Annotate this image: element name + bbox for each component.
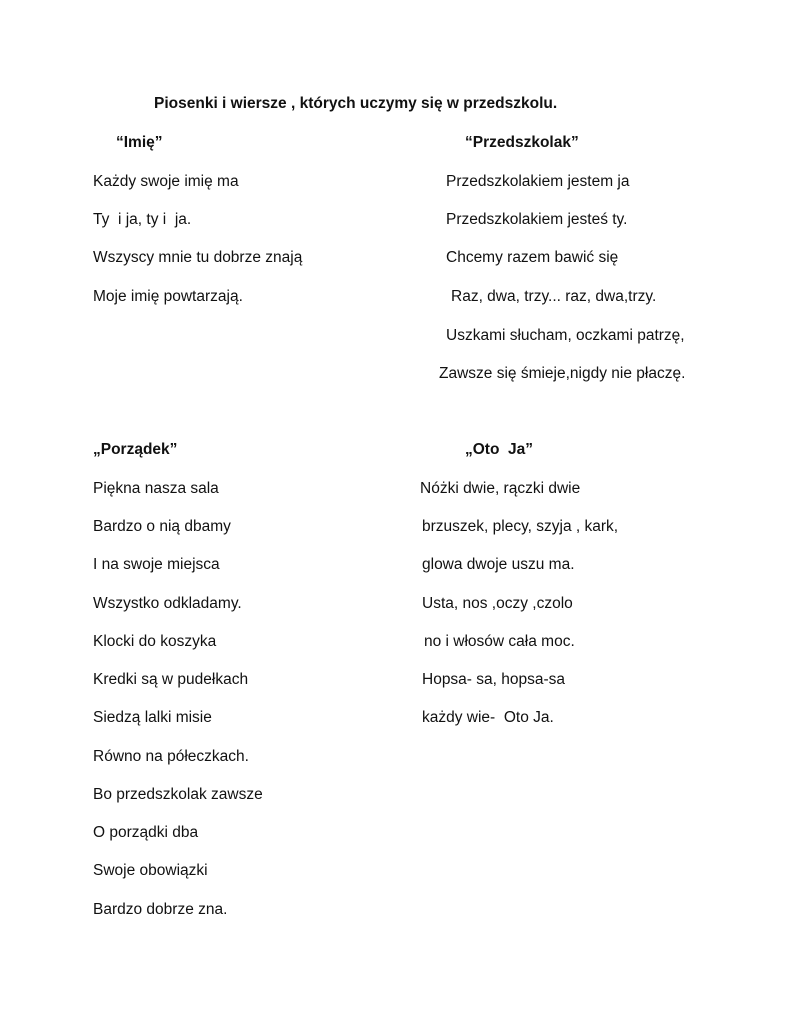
poem-line: Raz, dwa, trzy... raz, dwa,trzy. (451, 288, 657, 305)
poem-title-imie: “Imię” (116, 134, 163, 151)
poem-line: Piękna nasza sala (93, 480, 219, 497)
poem-line: Wszystko odkladamy. (93, 595, 242, 612)
poem-line: Bardzo o nią dbamy (93, 518, 231, 535)
poem-line: Zawsze się śmieje,nigdy nie płaczę. (439, 365, 686, 382)
poem-line: Wszyscy mnie tu dobrze znają (93, 249, 303, 266)
poem-line: Uszkami słucham, oczkami patrzę, (446, 327, 685, 344)
poem-line: Siedzą lalki misie (93, 709, 212, 726)
poem-line: Chcemy razem bawić się (446, 249, 619, 266)
poem-line: no i włosów cała moc. (424, 633, 575, 650)
poem-title-przedszkolak: “Przedszkolak” (465, 134, 579, 151)
poem-line: Usta, nos ,oczy ,czolo (422, 595, 573, 612)
poem-title-oto-ja: „Oto Ja” (465, 441, 534, 458)
poem-line: Przedszkolakiem jestem ja (446, 173, 630, 190)
poem-line: Przedszkolakiem jesteś ty. (446, 211, 628, 228)
poem-line: każdy wie- Oto Ja. (422, 709, 554, 726)
poem-line: Każdy swoje imię ma (93, 173, 239, 190)
poem-line: Bardzo dobrze zna. (93, 901, 228, 918)
poem-line: Moje imię powtarzają. (93, 288, 243, 305)
poem-line: Hopsa- sa, hopsa-sa (422, 671, 566, 688)
poem-line: Nóżki dwie, rączki dwie (420, 480, 581, 497)
poem-line: Bo przedszkolak zawsze (93, 786, 263, 803)
poem-line: O porządki dba (93, 824, 199, 841)
document-title: Piosenki i wiersze , których uczymy się w przedszkolu. (154, 95, 558, 112)
poem-line: Kredki są w pudełkach (93, 671, 249, 688)
poem-title-porzadek: „Porządek” (93, 441, 178, 458)
poem-line: I na swoje miejsca (93, 556, 220, 573)
poem-line: Swoje obowiązki (93, 862, 208, 879)
poem-line: Równo na półeczkach. (93, 748, 249, 765)
poem-line: Ty i ja, ty i ja. (93, 211, 192, 228)
poem-line: brzuszek, plecy, szyja , kark, (422, 518, 619, 535)
poem-line: glowa dwoje uszu ma. (422, 556, 575, 573)
poem-line: Klocki do koszyka (93, 633, 217, 650)
